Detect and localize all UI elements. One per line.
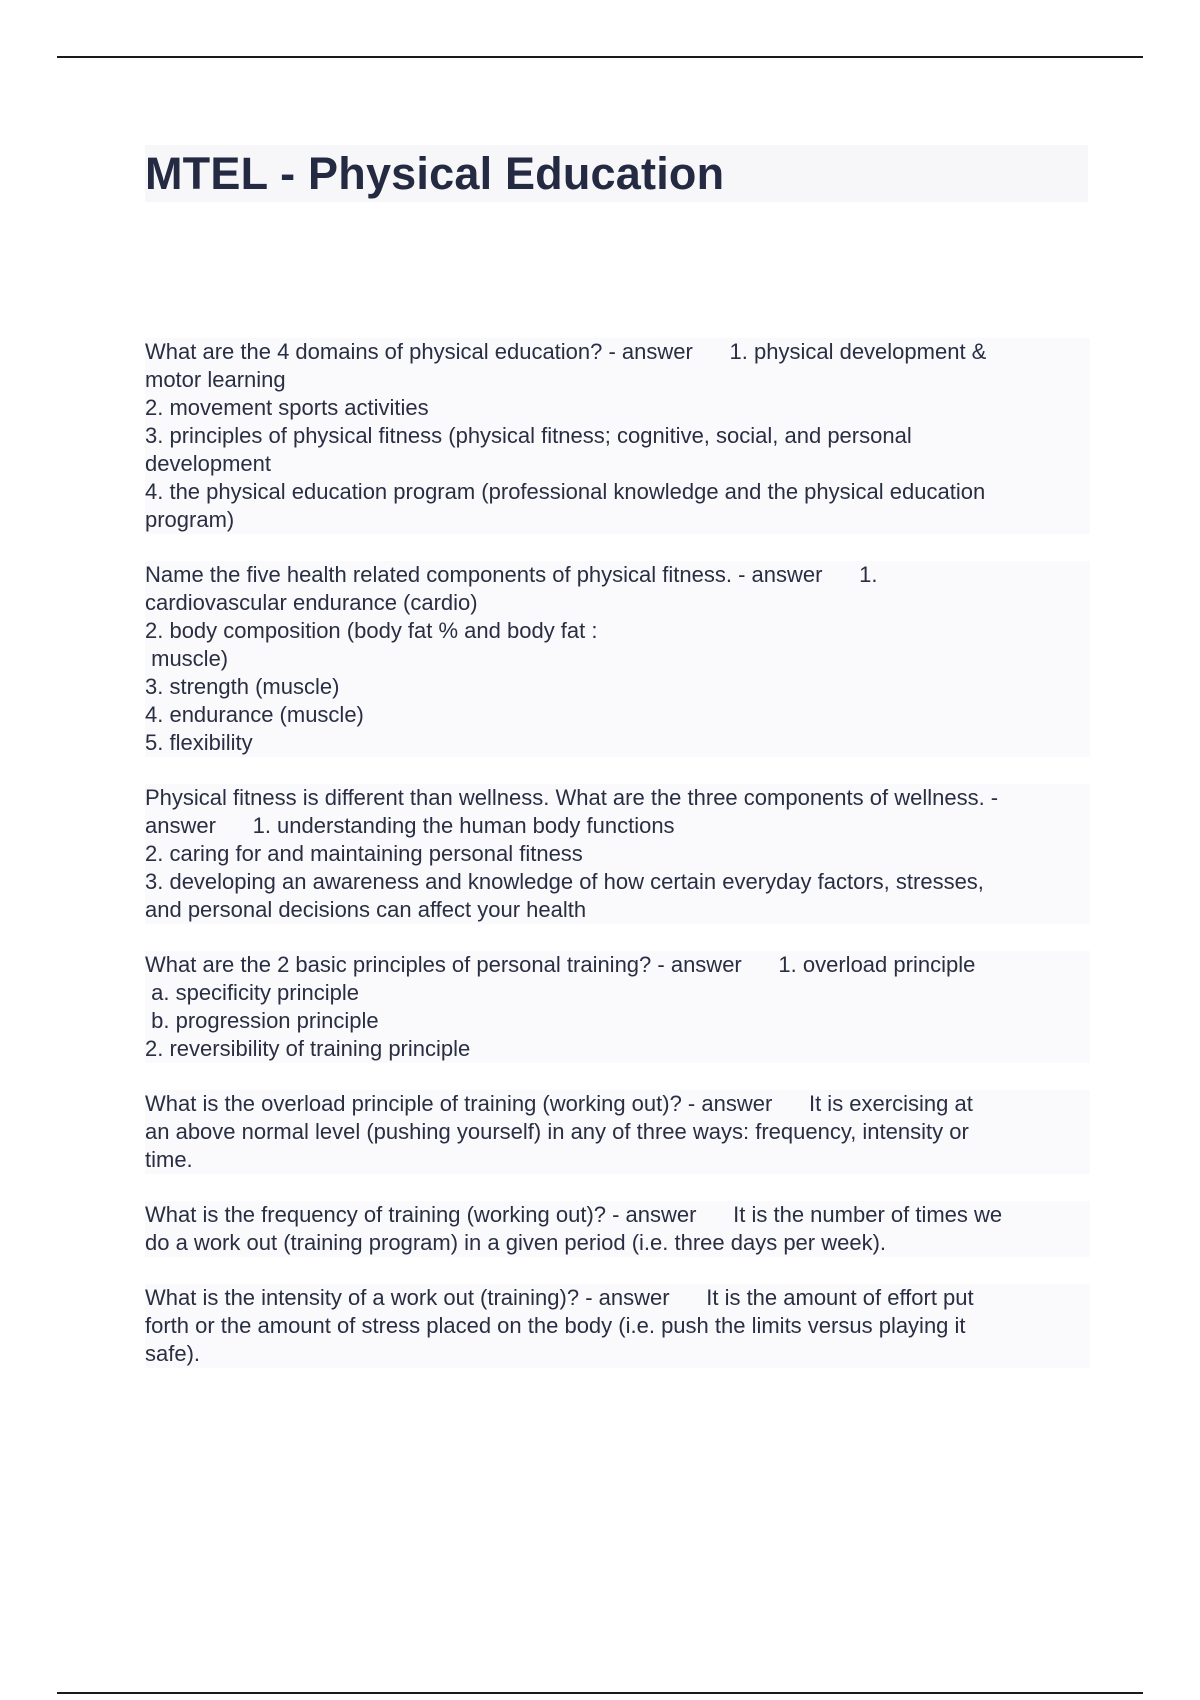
qa-line: forth or the amount of stress placed on the body (i.e. push the limits versus playing it [145, 1312, 1090, 1340]
qa-line: 4. endurance (muscle) [145, 701, 1090, 729]
qa-line: motor learning [145, 366, 1090, 394]
qa-line: 2. caring for and maintaining personal fitness [145, 840, 1090, 868]
qa-line: and personal decisions can affect your health [145, 896, 1090, 924]
qa-line: program) [145, 506, 1090, 534]
qa-line: 2. reversibility of training principle [145, 1035, 1090, 1063]
qa-item-7 [145, 1284, 1090, 1368]
qa-item-4 [145, 951, 1090, 1063]
qa-line: development [145, 450, 1090, 478]
qa-line: 3. strength (muscle) [145, 673, 1090, 701]
qa-line: time. [145, 1146, 1090, 1174]
qa-line: 4. the physical education program (professional knowledge and the physical education [145, 478, 1090, 506]
qa-line: Physical fitness is different than wellness. What are the three components of wellness. - [145, 784, 1090, 812]
qa-line: Name the five health related components of physical fitness. - answer 1. [145, 561, 1090, 589]
qa-item-1 [145, 338, 1090, 534]
qa-list [145, 338, 1090, 1395]
qa-line: an above normal level (pushing yourself) in any of three ways: frequency, intensity or [145, 1118, 1090, 1146]
page-title: MTEL - Physical Education [145, 148, 725, 199]
qa-item-3 [145, 784, 1090, 924]
qa-line: 3. principles of physical fitness (physical fitness; cognitive, social, and personal [145, 422, 1090, 450]
qa-line: What is the intensity of a work out (training)? - answer It is the amount of effort put [145, 1284, 1090, 1312]
qa-line: cardiovascular endurance (cardio) [145, 589, 1090, 617]
qa-line: 2. movement sports activities [145, 394, 1090, 422]
qa-line: safe). [145, 1340, 1090, 1368]
qa-item-2 [145, 561, 1090, 757]
qa-line: 5. flexibility [145, 729, 1090, 757]
qa-line: 2. body composition (body fat % and body fat : [145, 617, 1090, 645]
qa-line: answer 1. understanding the human body functions [145, 812, 1090, 840]
bottom-rule [57, 1692, 1143, 1694]
qa-line: What is the overload principle of training (working out)? - answer It is exercising at [145, 1090, 1090, 1118]
qa-line: What are the 4 domains of physical education? - answer 1. physical development & [145, 338, 1090, 366]
qa-line: 3. developing an awareness and knowledge of how certain everyday factors, stresses, [145, 868, 1090, 896]
top-rule [57, 56, 1143, 58]
qa-item-5 [145, 1090, 1090, 1174]
qa-line: muscle) [145, 645, 1090, 673]
qa-line: a. specificity principle [145, 979, 1090, 1007]
qa-item-6 [145, 1201, 1090, 1257]
qa-line: b. progression principle [145, 1007, 1090, 1035]
qa-line: What are the 2 basic principles of personal training? - answer 1. overload principle [145, 951, 1090, 979]
qa-line: do a work out (training program) in a given period (i.e. three days per week). [145, 1229, 1090, 1257]
qa-line: What is the frequency of training (working out)? - answer It is the number of times we [145, 1201, 1090, 1229]
